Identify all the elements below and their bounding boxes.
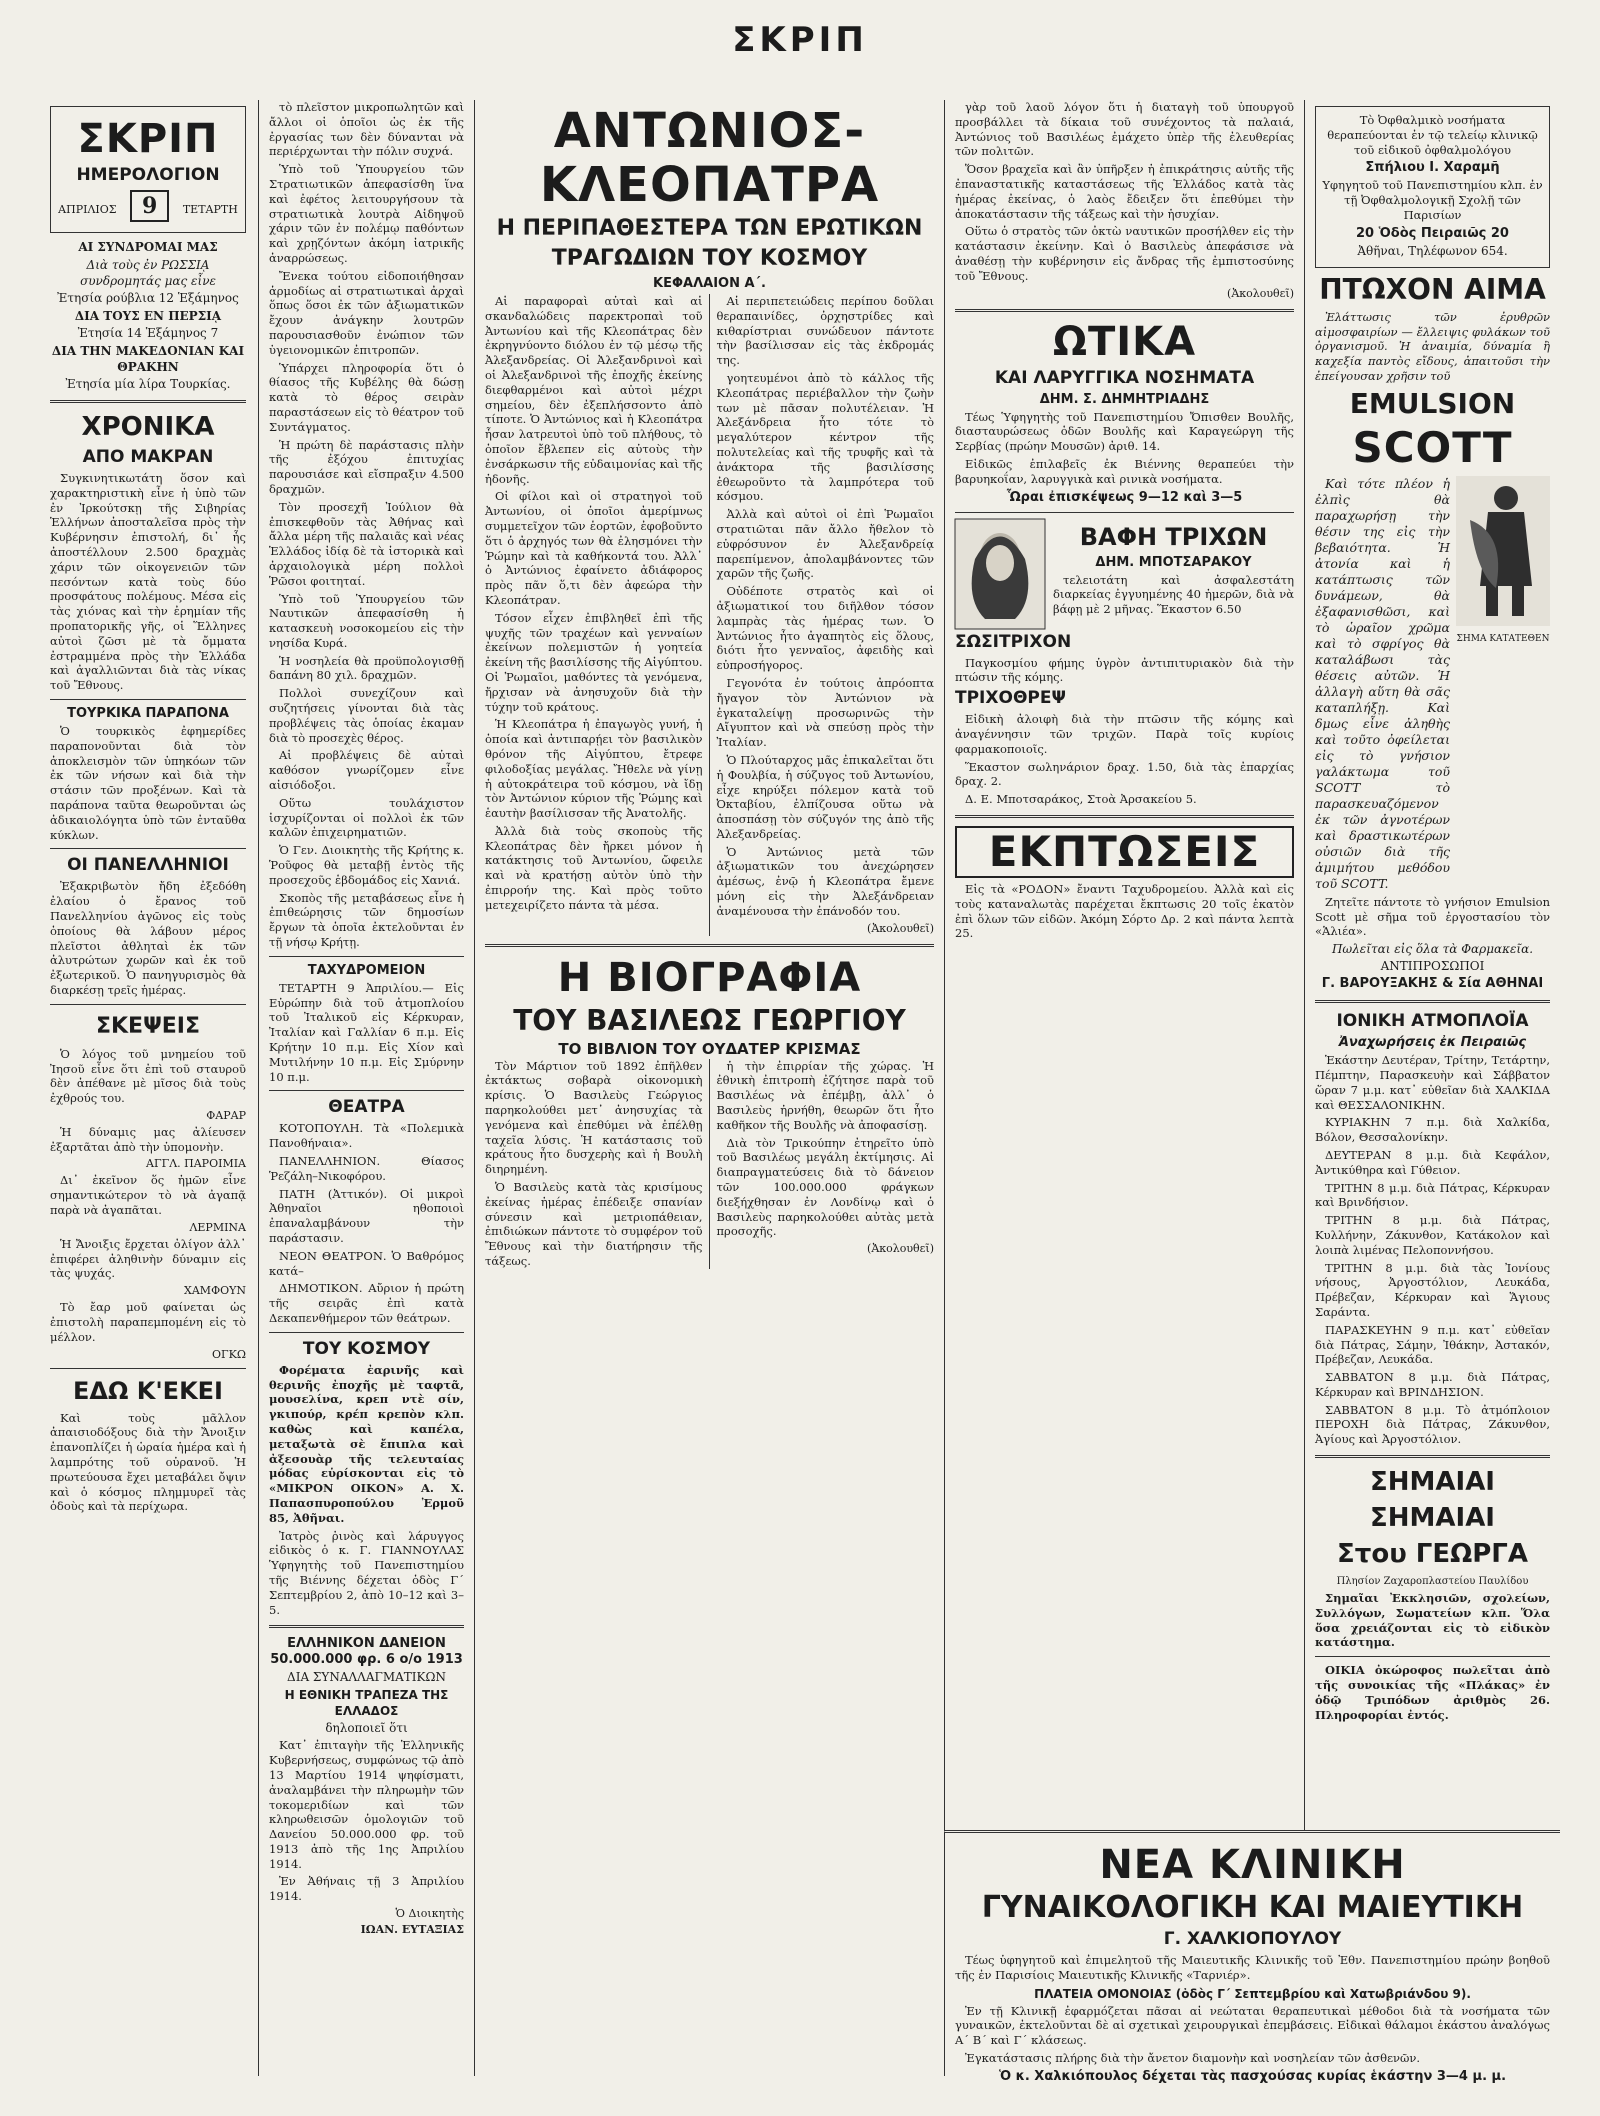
article-paragraph: γὰρ τοῦ λαοῦ λόγον ὅτι ἡ διαταγὴ τοῦ ὑπουργοῦ προσβάλλει τὰ δίκαια τοῦ συνέχοντος τὰ παλαιά, Ἀντώνιος τοῦ Βασιλέως ἐμάχετο ὑπὲρ τῆς ἐλευθερίας τῶν πολιτῶν. <box>955 100 1294 159</box>
otika-hours: Ὧραι ἐπισκέψεως 9—12 καὶ 3—5 <box>1006 489 1243 505</box>
scott-advert <box>1315 476 1550 895</box>
article-paragraph: Ὑπὸ τοῦ Ὑπουργείου τῶν Στρατιωτικῶν ἀπεφασίσθη ἵνα καὶ ἐφέτος λειτουργήσουν τὰ στρατιωτικὰ λουτρὰ Αἰδηψοῦ χάριν τῶν ἐν πολέμῳ παθόντων καὶ χρῃζόντων ἀκόμη ἰατρικῆς ἀναρρώσεως. <box>269 162 464 265</box>
advert-paragraph: Ἰατρὸς ῥινὸς καὶ λάρυγγος εἰδικὸς ὁ κ. Γ. ΓΙΑΝΝΟΥΛΑΣ Ὑφηγητὴς τοῦ Πανεπιστημίου τῆς Βιέννης δέχεται ὁδὸς Γ´ Σεπτεμβρίου 2, ἀπὸ 10–12 καὶ 3–5. <box>269 1528 464 1617</box>
advert-paragraph: Ἕκαστον σωληνάριον δραχ. 1.50, διὰ τὰς ἐπαρχίας δραχ. 2. <box>955 759 1294 789</box>
clinic-hours: Ὁ κ. Χαλκιόπουλος δέχεται τὰς πασχούσας κυρίας ἑκάστην 3—4 μ. μ. <box>998 2068 1507 2084</box>
schedule-entry: ΤΡΙΤΗΝ 8 μ.μ. διὰ Πάτρας, Κυλλήνην, Ζάκυνθον, Κατάκολον καὶ λοιπὰ λιμένας Πελοποννήσου. <box>1315 1213 1550 1257</box>
column-4 <box>944 100 1304 2076</box>
schedule-entry: ΠΑΡΑΣΚΕΥΗΝ 9 π.μ. κατ᾽ εὐθεῖαν διὰ Πάτρας, Σάμην, Ἰθάκην, Ἀστακόν, Πρέβεζαν, Λευκάδα. <box>1315 1322 1550 1367</box>
georga-location: Πλησίον Ζαχαροπλαστείου Παυλίδου <box>1336 1576 1529 1588</box>
advert-paragraph: Ἐγκατάστασις πλήρης διὰ τὴν ἄνετον διαμονὴν καὶ νοσηλείαν τῶν ἀσθενῶν. <box>965 2050 1421 2065</box>
article-paragraph: Ὅσον βραχεῖα καὶ ἂν ὑπῆρξεν ἡ ἐπικράτησις αὐτῆς τῆς ἐπαναστατικῆς καταστάσεως τῆς Ἑλλάδος κατὰ τὰς ἡμέρας ἐκείνας, ὁ λαὸς ἔδειξεν ὅτι ἐπεθύμει τὴν ἀποκατάστασιν τῆς τάξεως καὶ τὴν ἡσυχίαν. <box>955 162 1294 221</box>
quote-paragraph: Ἡ δύναμις μας ἀλίευσεν ἐξαρτᾶται ἀπὸ τὴν ὑπομονὴν. <box>50 1124 246 1154</box>
simaiai-heading-2: ΣΗΜΑΙΑΙ <box>1370 1503 1495 1534</box>
article-paragraph: Ἀλλὰ καὶ αὐτοὶ οἱ ἐπὶ Ῥωμαῖοι στρατιῶται πᾶν ἄλλο ἤθελον τὸ εὐφρόσυνον ἐν Ἀλεξανδρείᾳ παρεπίμενον, ἀπολαμβάνοντες τῶν χαρῶν τῆς ζωῆς. <box>716 507 934 581</box>
subscriptions-russia-price: Ἐτησία ρούβλια 12 Ἑξάμηνος <box>57 291 239 305</box>
advert-paragraph: Τὸ Ὀφθαλμικὸ νοσήματα θεραπεύονται ἐν τῷ τελείῳ κλινικῷ τοῦ εἰδικοῦ ὀφθαλμολόγου <box>1327 113 1538 157</box>
article-paragraph: Ἡ Κλεοπάτρα ἡ ἐπαγωγὸς γυνή, ἡ ὁποία καὶ ἀντιπαρῄει τὸν βασιλικὸν θρόνον τῆς Αἰγύπτου, ἔτρεφε φιλοδοξίας μεγάλας. Ἤθελε νὰ γίνῃ ἡ αὐτοκράτειρα τοῦ κόσμου, νὰ ἴδῃ τὸν Ἀντώνιον κύριον τῆς Ῥώμης καὶ ἑαυτὴν βασίλισσαν τῆς Ἀνατολῆς. <box>485 717 703 821</box>
section-heading-theatra: ΘΕΑΤΡΑ <box>328 1097 405 1118</box>
advert-paragraph: Δ. Ε. Μποτσαράκος, Στοὰ Ἀρσακείου 5. <box>965 792 1197 807</box>
calendar-logo: ΣΚΡΙΠ <box>77 116 219 162</box>
schedule-entry: ΚΥΡΙΑΚΗΝ 7 π.μ. διὰ Χαλκίδα, Βόλον, Θεσσαλονίκην. <box>1315 1115 1550 1145</box>
article-paragraph: Τὸν προσεχῆ Ἰούλιον θὰ ἐπισκεφθοῦν τὰς Ἀθήνας καὶ ἄλλα μέρη τῆς παλαιᾶς καὶ νέας Ἑλλάδος ἰδίᾳ δὲ τὰ ἱστορικὰ καὶ ἀρχαιολογικὰ μέρη πολλοὶ Ῥῶσοι φοιτηταί. <box>269 499 464 588</box>
bank-signature-title: Ὁ Διοικητὴς <box>395 1907 464 1921</box>
ioniki-subheading: Ἀναχωρήσεις ἐκ Πειραιῶς <box>1338 1035 1527 1051</box>
quote-author: ΧΑΜΦΟΥΝ <box>184 1284 246 1298</box>
calendar-day: 9 <box>130 190 169 222</box>
ekptoseis-heading: ΕΚΠΤΩΣΕΙΣ <box>955 826 1294 878</box>
subscriptions-heading: ΑΙ ΣΥΝΔΡΟΜΑΙ ΜΑΣ <box>78 240 218 254</box>
advert-paragraph: ΟΙΚΙΑ ὀκώροφος πωλεῖται ἀπὸ τῆς συνοικίας τῆς «Πλάκας» ἐν ὁδῷ Τριπόδων ἀριθμὸς 26. Πληροφορίαι ἐντός. <box>1315 1663 1550 1722</box>
article-paragraph: Ἀλλὰ διὰ τοὺς σκοποὺς τῆς Κλεοπάτρας δὲν ἤρκει μόνον ἡ κατάκτησις τοῦ Ἀντωνίου, ὤφειλε καὶ νὰ κρατήσῃ αὐτὸν ὑπὸ τὴν ἐπιρροήν της. Καὶ πρὸς τοῦτο μετεχειρίζετο πάντα τὰ μέσα. <box>485 823 703 912</box>
feature-title: ΑΝΤΩΝΙΟΣ-ΚΛΕΟΠΑΤΡΑ <box>539 103 880 213</box>
section-heading-edokekei: ΕΔΩ Κ'ΕΚΕΙ <box>73 1376 223 1405</box>
clinic-address: ΠΛΑΤΕΙΑ ΟΜΟΝΟΙΑΣ (ὁδὸς Γ΄ Σεπτεμβρίου καὶ Χατωβριάνδου 9). <box>1034 1986 1471 2001</box>
clinic-heading: ΝΕΑ ΚΛΙΝΙΚΗ <box>1099 1842 1406 1888</box>
subscriptions-macedonia: ΔΙΑ ΤΗΝ ΜΑΚΕΔΟΝΙΑΝ ΚΑΙ ΘΡΑΚΗΝ <box>51 344 245 374</box>
advert-paragraph: Ἐλάττωσις τῶν ἐρυθρῶν αἱμοσφαιρίων — ἔλλειψις φυλάκων τοῦ ὀργανισμοῦ. Ἡ ἀναιμία, δύναμία ἢ καχεξία παντὸς εἴδους, ἀπαιτοῦσι τὴν ἐπείγουσαν χρῆσιν τοῦ <box>1315 309 1550 383</box>
article-paragraph: Ὁ Πλούταρχος μᾶς ἐπικαλεῖται ὅτι ἡ Φουλβία, ἡ σύζυγος τοῦ Ἀντωνίου, εἶχε κηρύξει πόλεμον κατὰ τοῦ Ὀκταβίου, ἐλπίζουσα οὕτω νὰ ἀποσπάσῃ τὸν σύζυγόν της ἀπὸ τῆς Ἀλεξανδρείας. <box>716 752 934 841</box>
eye-clinic-phone: Ἀθῆναι, Τηλέφωνον 654. <box>1357 243 1508 258</box>
article-paragraph: Ὁ Ἀντώνιος μετὰ τῶν ἀξιωματικῶν του ἀνεχώρησεν ἀμέσως, ἐνῷ ἡ Κλεοπάτρα ἔμενε μόνη εἰς τὴν Ἀλεξάνδρειαν ἀναμένουσα τὴν ἐπάνοδόν του. <box>716 844 934 918</box>
article-paragraph: Οἱ φίλοι καὶ οἱ στρατηγοὶ τοῦ Ἀντωνίου, οἱ ὁποῖοι ἀμερίμνως συμμετεῖχον τῶν ἑορτῶν, ἐφοβοῦντο ὅτι ὁ ἀρχηγός των θὰ ἐλησμόνει τὴν Ῥώμην καὶ τὰ καθήκοντά του. Ἀλλ᾽ ὁ Ἀντώνιος ἐφαίνετο ἀδιάφορος πρὸς πᾶν ὅ,τι δὲν ἀφεώρα τὴν Κλεοπάτραν. <box>485 489 703 607</box>
article-paragraph: Διὰ τὸν Τρικούπην ἐτηρεῖτο ὑπὸ τοῦ Βασιλέως μεγάλη ἐκτίμησις. Αἱ διαπραγματεύσεις διὰ τὸ δάνειον τῶν 100.000.000 φράγκων διεξήχθησαν ἐν Λονδίνῳ καὶ ὁ Βασιλεὺς παρηκολούθει αὐτὰς μετὰ προσοχῆς. <box>716 1135 934 1239</box>
article-paragraph: Αἱ περιπετειώδεις περίπου δοῦλαι θεραπαινίδες, ὀρχηστρίδες καὶ κιθαρίστριαι συνώδευον πάντοτε τὴν βασίλισσαν εἰς τὰς ἐκδρομάς της. <box>716 294 934 368</box>
quote-paragraph: Δι᾽ ἐκεῖνον ὅς ἡμῶν εἶνε σημαντικώτερον τὸ νὰ ἀγαπᾷ παρὰ νὰ ἀγαπᾶται. <box>50 1173 246 1218</box>
quote-author: ΟΓΚΩ <box>212 1347 246 1361</box>
section-subheading-apomakran: ΑΠΟ ΜΑΚΡΑΝ <box>82 447 214 467</box>
otika-heading: ΩΤΙΚΑ <box>1052 318 1197 365</box>
advert-paragraph: Ζητεῖτε πάντοτε τὸ γνήσιον Emulsion Scott μὲ σῆμα τοῦ ἐργοστασίου τὸν «Ἁλιέα». <box>1315 894 1550 939</box>
woman-portrait-illustration <box>955 519 1045 629</box>
subscriptions-macedonia-price: Ἐτησία μία λίρα Τουρκίας. <box>65 377 231 391</box>
article-paragraph: Ἡ πρώτη δὲ παράστασις πλὴν τῆς ἐξόχου ἐπιτυχίας παρουσιάσε καὶ εἴσπραξιν 4.500 δραχμῶν. <box>269 437 464 496</box>
advert-paragraph: Καὶ τότε πλέον ἡ ἐλπὶς θὰ παραχωρήσῃ τὴν θέσιν της εἰς τὴν βεβαιότητα. Ἡ ἀτονία καὶ ἡ κατάπτωσις τῶν δυνάμεων, θὰ ἐξαφανισθῶσι, καὶ τὸ ὡραῖον χρῶμα καὶ τὸ σφρίγος θὰ καταλάβωσι τὰς θέσεις αὐτῶν. Ἡ ἀλλαγὴ αὕτη θὰ σᾶς καταπλήξῃ. Καὶ δμως εἶνε ἀληθὴς καὶ τοῦτο ὀφείλεται εἰς τὸ γνήσιον γαλάκτωμα τοῦ SCOTT τὸ παρασκευαζόμενον ἐκ τῶν ἀγνοτέρων καὶ δραστικωτέρων οὐσιῶν διὰ τῆς ἀμιμήτου μεθόδου τοῦ SCOTT. <box>1315 475 1450 891</box>
article-paragraph: Πολλοὶ συνεχίζουν καὶ συζητήσεις γίνονται διὰ τὰς προβλέψεις τὰς ὁποίας ἐκαμαν διὰ τὸ προσεχὲς θέρος. <box>269 686 464 745</box>
continued-note: (Ἀκολουθεῖ) <box>867 1242 934 1256</box>
article-paragraph: Οὕτω τουλάχιστον ἰσχυρίζονται οἱ πολλοὶ ἐκ τῶν καλῶν ἐπιχειρηματιῶν. <box>269 795 464 840</box>
advert-paragraph: τελειοτάτη καὶ ἀσφαλεστάτη διαρκείας ἐγγυημένης 40 ἡμερῶν, διὰ νὰ βάφῃ μὲ 2 μῆνας. Ἕκαστον 6.50 <box>1053 572 1294 617</box>
eye-clinic-box <box>1315 106 1550 268</box>
section-heading-xronika: ΧΡΟΝΙΚΑ <box>81 412 215 442</box>
emulsion-heading: EMULSION <box>1349 386 1516 420</box>
feature-body <box>485 294 934 936</box>
continued-note: (Ἀκολουθεῖ) <box>867 921 934 935</box>
section-heading-skepseis: ΣΚΕΨΕΙΣ <box>95 1013 201 1039</box>
schedule-entry: ΔΕΥΤΕΡΑΝ 8 μ.μ. διὰ Κεφάλον, Ἀντικύθηρα καὶ Γύθειον. <box>1315 1147 1550 1177</box>
subscriptions-russia: Διὰ τοὺς ἐν ΡΩΣΣΙᾼ συνδρομητάς μας εἶνε <box>80 258 216 288</box>
trademark-caption: ΣΗΜΑ ΚΑΤΑΤΕΘΕΝ <box>1456 633 1550 644</box>
feature-chapter: ΚΕΦΑΛΑΙΟΝ Α´. <box>653 276 766 291</box>
quote-author: ΑΓΓΛ. ΠΑΡΟΙΜΙΑ <box>146 1157 246 1171</box>
article-paragraph: Αἱ παραφοραὶ αὐταὶ καὶ αἱ σκανδαλώδεις παρεκτροπαὶ τοῦ Ἀντωνίου καὶ τῆς Κλεοπάτρας δὲν ἐκρηγνύοντο διόλου ἐν τῷ μέσῳ τῆς Ἀλεξανδρείας. Οἱ Ἀλεξανδρινοὶ καὶ οἱ Ἀλεξανδρινοὶ τῆς ἐποχῆς ἐκείνης διεφθαρμένοι καὶ αὐτοὶ μέχρι σημείου, δὲν ἐξεπλήσσοντο ἀπὸ τίποτε. Ὁ Ἀντώνιος καὶ ἡ Κλεοπάτρα ἦσαν λατρευτοὶ ὑπὸ τοῦ πλήθους, τὸ ὁποῖον ἔβλεπεν εἰς αὐτοὺς τὴν ἐνσάρκωσιν τῆς εὐδαιμονίας καὶ τῆς ἡδονῆς. <box>485 294 703 486</box>
article-paragraph: Οὐδέποτε στρατὸς καὶ οἱ ἀξιωματικοί του διῆλθον τόσον λαμπρὰς τὰς ἡμέρας των. Ὁ Ἀντώνιος ἦτο ἀγαπητὸς εἰς ὅλους, διότι ἦτο γενναῖος, ἀφειδὴς καὶ εὐπροσήγορος. <box>716 584 934 673</box>
fisherman-trademark <box>1456 476 1550 895</box>
advert-representatives: Γ. ΒΑΡΟΥΞΑΚΗΣ & Σία ΑΘΗΝΑΙ <box>1321 976 1544 992</box>
biography-title: Η ΒΙΟΓΡΑΦΙΑ <box>557 954 862 1001</box>
bank-notice: Κατ᾽ ἐπιταγὴν τῆς Ἑλληνικῆς Κυβερνήσεως, συμφώνως τῷ ἀπὸ 13 Μαρτίου 1914 ψηφίσματι, ἀναλαμβάνει τὴν πληρωμὴν τῶν τοκομεριδίων καὶ τῶν κληρωθεισῶν ὁμολογιῶν τοῦ Δανείου 50.000.000 φρ. τοῦ 1913 ἀπὸ τῆς 1ης Ἀπριλίου 1914. <box>269 1738 464 1871</box>
clinic-doctor: Γ. ΧΑΛΚΙΟΠΟΥΛΟΥ <box>1163 1929 1342 1949</box>
calendar-month: ΑΠΡΙΛΙΟΣ <box>58 203 117 216</box>
theatre-listing: ΝΕΟΝ ΘΕΑΤΡΟΝ. Ὁ Βαθρόμος κατά– <box>269 1248 464 1278</box>
eye-clinic-address: 20 Ὁδὸς Πειραιῶς 20 <box>1356 225 1509 241</box>
biography-book: ΤΟ ΒΙΒΛΙΟΝ ΤΟΥ ΟΥΔΑΤΕΡ ΚΡΙΣΜΑΣ <box>558 1039 861 1058</box>
advert-paragraph: Εἰδικῶς ἐπιλαβεῖς ἐκ Βιέννης θεραπεύει τὴν βαρυηκοΐαν, λαρυγγικὰ καὶ ρινικὰ νοσήματα. <box>955 456 1294 486</box>
quote-author: ΛΕΡΜΙΝΑ <box>189 1220 246 1234</box>
georga-heading: Στου ΓΕΩΡΓΑ <box>1336 1539 1528 1570</box>
theatre-listing: ΠΑΝΕΛΛΗΝΙΟΝ. Θίασος Ῥεζάλη–Νικοφόρου. <box>269 1154 464 1183</box>
article-paragraph: Γεγονότα ἐν τούτοις ἀπρόοπτα ἤγαγον τὸν Ἀντώνιον νὰ ἐγκαταλείψῃ προσωρινῶς τὴν Αἴγυπτον καὶ νὰ σπεύσῃ πρὸς τὴν Ἰταλίαν. <box>716 675 934 750</box>
article-paragraph: Καὶ τοὺς μᾶλλον ἀπαισιοδόξους διὰ τὴν Ἄνοιξιν ἐπανοπλίζει ἡ ὡραία ἡμέρα καὶ ἡ λαμπρότης τοῦ οὐρανοῦ. Ἡ πρωτεύουσα ἔχει μεταβάλει ὄψιν καὶ ὁ κόσμος πλημμυρεῖ τὰς ὁδοὺς καὶ τὰ περίχωρα. <box>50 1410 246 1514</box>
biography-body <box>485 1059 934 1269</box>
advert-paragraph: Παγκοσμίου φήμης ὑγρὸν ἀντιπιτυριακὸν διὰ τὴν πτώσιν τῆς κόμης. <box>955 655 1294 685</box>
theatre-listing: ΔΗΜΟΤΙΚΟΝ. Αὔριον ἡ πρώτη τῆς σειρᾶς ἐπὶ κατὰ Δεκαπενθήμερον τῶν θεάτρων. <box>269 1281 464 1325</box>
continued-note: (Ἀκολουθεῖ) <box>1227 286 1294 300</box>
schedule-entry: Ἑκάστην Δευτέραν, Τρίτην, Τετάρτην, Πέμπτην, Παρασκευὴν καὶ Σάββατον ὥραν 7 μ.μ. κατ᾽ εὐθεῖαν διὰ ΧΑΛΚΙΔΑ καὶ ΘΕΣΣΑΛΟΝΙΚΗΝ. <box>1315 1053 1550 1112</box>
vafi-text <box>1053 519 1294 620</box>
biography-subtitle: ΤΟΥ ΒΑΣΙΛΕΩΣ ΓΕΩΡΓΙΟΥ <box>513 1003 906 1037</box>
schedule-entry: ΤΡΙΤΗΝ 8 μ.μ. διὰ τὰς Ἰονίους νήσους, Ἀργοστόλιον, Λευκάδα, Πρέβεζαν, Κέρκυραν καὶ Ἅγιους Σαράντα. <box>1315 1260 1550 1319</box>
loan-heading: ΕΛΛΗΝΙΚΟΝ ΔΑΝΕΙΟΝ 50.000.000 φρ. 6 ο/ο 1913 <box>270 1636 463 1668</box>
advert-paragraph: Τέως Ὑφηγητὴς τοῦ Πανεπιστημίου Ὄπισθεν Βουλῆς, διασταυρώσεως ὁδῶν Βουλῆς καὶ Καραγεώργη τῆς Σερβίας (πρώην Μουσῶν) ἀριθ. 14. <box>955 409 1294 454</box>
calendar-date-row <box>57 190 239 222</box>
article-paragraph: Ἔνεκα τούτου εἰδοποιήθησαν ἁρμοδίως αἱ στρατιωτικαὶ ἀρχαὶ ὅπως ὅσοι ἐκ τῶν ἀξιωματικῶν ἔχουν ἀνάγκην λουτρῶν παρουσιασθοῦν ἐνώπιον τῶν ὑγειονομικῶν ἐπιτροπῶν. <box>269 268 464 357</box>
feature-subtitle-1: Η ΠΕΡΙΠΑΘΕΣΤΕΡΑ ΤΩΝ ΕΡΩΤΙΚΩΝ <box>496 216 923 241</box>
column-5 <box>1304 100 1560 2076</box>
advert-paragraph: Φορέματα ἐαρινῆς καὶ θερινῆς ἐποχῆς μὲ ταφτᾶ, μουσελίνα, κρεπ ντὲ σίν, γκιπούρ, κρέπ κρεπὸν κλπ. καθὼς καὶ καπέλα, μεταξωτὰ σὲ ἔπιπλα καὶ ἀξεσουὰρ τῆς τελευταίας μόδας εὑρίσκονται εἰς τὸ «ΜΙΚΡΟΝ ΟΙΚΟΝ» Α. Χ. Παπασπυροπούλου Ἐρμοῦ 85, Ἀθῆναι. <box>269 1362 464 1525</box>
article-paragraph: Οὕτω ὁ στρατὸς τῶν ὀκτὼ ναυτικῶν προσήλθεν εἰς τὴν κατάστασιν ἐκείνην. Καὶ ὁ Βασιλεὺς ἀπεφάσισε νὰ ἀναθέσῃ τὴν κυβέρνησιν εἰς ἄνδρας τῆς ἐμπιστοσύνης τοῦ Ἔθνους. <box>955 224 1294 283</box>
advert-paragraph: Εἰς τὰ «ΡΟΔΟΝ» ἔναντι Ταχυδρομείου. Ἀλλὰ καὶ εἰς τοὺς καταναλωτὰς παρέχεται ἔκπτωσις 20 τοῖς ἑκατὸν ἐπὶ ὅλων τῶν εἰδῶν. Ἀκόμη Σόρτο Δρ. 2 καὶ πάντα λεπτὰ 25. <box>955 881 1294 941</box>
advert-paragraph: Εἰδικὴ ἀλοιφὴ διὰ τὴν πτῶσιν τῆς κόμης καὶ ἀναγέννησιν τῶν τριχῶν. Παρὰ τοῖς κυρίοις φαρμακοποιοῖς. <box>955 712 1294 756</box>
column-3 <box>474 100 944 2076</box>
eye-doctor-name: Σπήλιου Ι. Χαραμῆ <box>1365 160 1500 176</box>
bank-subheading: δηλοποιεῖ ὅτι <box>325 1721 408 1736</box>
section-heading-tou-kosmou: ΤΟΥ ΚΟΣΜΟΥ <box>302 1338 431 1359</box>
feature-subtitle-2: ΤΡΑΓΩΔΙΩΝ ΤΟΥ ΚΟΣΜΟΥ <box>551 246 868 271</box>
quote-paragraph: Ὁ λόγος τοῦ μνημείου τοῦ Ἰησοῦ εἶνε ὅτι ἐπὶ τοῦ σταυροῦ δὲν ἀπέθανε μὲ μῖσος διὰ τοὺς ἐχθρούς του. <box>50 1046 246 1106</box>
loan-subheading: ΔΙΑ ΣΥΝΑΛΛΑΓΜΑΤΙΚΩΝ <box>287 1670 446 1685</box>
article-paragraph: Ἐξακριβωτὸν ἤδη ἐξεδόθη ἐλαίου ὁ ἔρανος τοῦ Πανελληνίου ἀγῶνος εἰς τοὺς ὁποίους θὰ λάβουν μέρος πλεῖστοι ἀθληταὶ ἐκ τῶν ἀλυτρώτων χωρῶν καὶ ἐκ τοῦ ἐξωτερικοῦ. Ὁ πανηγυρισμὸς θὰ διαρκέσῃ τρεῖς ἡμέρας. <box>50 879 246 997</box>
article-paragraph: Σκοπὸς τῆς μεταβάσεως εἶνε ἡ ἐπιθεώρησις τῶν δημοσίων ἔργων τὰ ὁποῖα ἐκτελοῦνται ἐν τῇ νήσῳ Κρήτῃ. <box>269 890 464 950</box>
sositrichon-heading: ΣΩΣΙΤΡΙΧΟΝ <box>955 631 1072 652</box>
vafi-advert <box>955 519 1294 629</box>
column-1 <box>40 100 256 2076</box>
article-paragraph: Τὸν Μάρτιον τοῦ 1892 ἐπῆλθεν ἐκτάκτως σοβαρὰ οἰκονομικὴ κρίσις. Ὁ Βασιλεὺς Γεώργιος παρηκολούθει μετ᾽ ἀνησυχίας τὰ γενόμενα καὶ ἐπεθύμει νὰ ἐπέλθῃ ταχεῖα λύσις. Ἡ κατάστασις τοῦ κράτους ἦτο δυσχερὴς καὶ ἡ Βουλὴ διηρημένη. <box>485 1058 703 1177</box>
quote-author: ΦΑΡΑΡ <box>206 1108 246 1122</box>
bank-signature-name: ΙΩΑΝ. ΕΥΤΑΞΙΑΣ <box>360 1923 464 1937</box>
subscriptions-persia: ΔΙΑ ΤΟΥΣ ΕΝ ΠΕΡΣΙᾼ <box>74 309 222 323</box>
vafi-name: ΔΗΜ. ΜΠΟΤΣΑΡΑΚΟΥ <box>1095 554 1252 570</box>
article-paragraph: Ὑπὸ τοῦ Ὑπουργείου τῶν Ναυτικῶν ἀπεφασίσθη ἡ κατασκευὴ νοσοκομείου εἰς τὴν νησίδα Κυρά. <box>269 591 464 650</box>
article-paragraph: Ὁ τουρκικὸς ἐφημερίδες παραπονοῦνται διὰ τὸν ἀποκλεισμὸν τῶν ὑπηκόων τῶν ἐκ τῶν νήσων καὶ διὰ τὴν στάσιν τῶν προξένων. Καὶ τὰ παράπονα ταῦτα θεωροῦνται ὡς ἀδικαιολόγητα ὑπὸ τῶν ἐνταῦθα κύκλων. <box>50 723 246 842</box>
section-heading-taxydromeion: ΤΑΧΥΔΡΟΜΕΙΟΝ <box>307 962 426 978</box>
subscriptions-persia-price: Ἐτησία 14 Ἑξάμηνος 7 <box>77 326 219 340</box>
page-masthead: ΣΚΡΙΠ <box>732 20 868 60</box>
article-paragraph: ἡ τὴν ἐπιρρίαν τῆς χώρας. Ἡ ἐθνικὴ ἐπιτροπὴ ἐζήτησε παρὰ τοῦ Βασιλέως νὰ ἐπέμβῃ, ἀλλ᾽ ὁ Βασιλεὺς ἠρνήθη, θεωρῶν ὅτι ἦτο καθῆκον τῆς Βουλῆς νὰ ἀποφασίσῃ. <box>716 1058 934 1132</box>
ioniki-heading: ΙΟΝΙΚΗ ΑΤΜΟΠΛΟΪΑ <box>1336 1011 1529 1032</box>
schedule-entry: ΣΑΒΒΑΤΟΝ 8 μ.μ. διὰ Πάτρας, Κέρκυραν καὶ ΒΡΙΝΔΗΣΙΟΝ. <box>1315 1370 1550 1399</box>
bank-notice-date: Ἐν Ἀθήναις τῇ 3 Ἀπριλίου 1914. <box>269 1874 464 1904</box>
advert-paragraph: Τέως ὑφηγητοῦ καὶ ἐπιμελητοῦ τῆς Μαιευτικῆς Κλινικῆς τοῦ Ἐθν. Πανεπιστημίου πρώην βοηθοῦ τῆς ἐν Παρισίοις Μαιευτικῆς Κλινικῆς «Ταρνιέρ». <box>955 1953 1550 1982</box>
otika-subheading: ΚΑΙ ΛΑΡΥΓΓΙΚΑ ΝΟΣΗΜΑΤΑ <box>994 367 1255 388</box>
quote-paragraph: Ἡ Ἄνοιξις ἔρχεται ὀλίγον ἀλλ᾽ ἐπιφέρει ἀληθινὴν δύναμιν εἰς τὰς ψυχάς. <box>50 1236 246 1281</box>
article-paragraph: Ὁ Βασιλεὺς κατὰ τὰς κρισίμους ἐκείνας ἡμέρας ἐπέδειξε σπανίαν σύνεσιν καὶ μετριοπάθειαν, ἐπιδιώκων πάντοτε τὸ συμφέρον τοῦ Ἔθνους καὶ τὴν διατήρησιν τῆς τάξεως. <box>485 1180 703 1269</box>
article-paragraph: Ὑπάρχει πληροφορία ὅτι ὁ θίασος τῆς Κυβέλης θὰ δώσῃ κατὰ τὸ θέρος σειρὰν παραστάσεων εἰς τὸ θέατρον τοῦ Συντάγματος. <box>269 360 464 434</box>
trichothrep-heading: ΤΡΙΧΟΘΡΕΨ <box>955 688 1066 709</box>
calendar-subtitle: ΗΜΕΡΟΛΟΓΙΟΝ <box>76 165 220 185</box>
column-2 <box>258 100 474 2076</box>
article-paragraph: γοητευμένοι ἀπὸ τὸ κάλλος τῆς Κλεοπάτρας περιέβαλλον τὴν ζωὴν των μὲ πᾶσαν πολυτέλειαν. Ἡ Ἀλεξάνδρεια ἦτο τότε τὸ μεγαλύτερον κέντρον τῆς πολυτελείας καὶ τῆς τρυφῆς καὶ τὰ ἀνάκτορα τῆς βασιλίσσης ἐθεωροῦντο τὰ λαμπρότερα τοῦ κόσμου. <box>716 370 934 504</box>
article-paragraph: Ὁ Γεν. Διοικητὴς τῆς Κρήτης κ. Ῥοῦφος θὰ μεταβῇ ἐντὸς τῆς προσεχοῦς ἑβδομάδος εἰς Χανιά. <box>269 843 464 887</box>
quote-paragraph: Τὸ ἔαρ μοῦ φαίνεται ὡς ἐπιστολὴ παραπεμπομένη εἰς τὸ μέλλον. <box>50 1300 246 1344</box>
calendar-weekday: ΤΕΤΑΡΤΗ <box>182 203 238 216</box>
section-heading-panellinioi: ΟΙ ΠΑΝΕΛΛΗΝΙΟΙ <box>67 855 229 876</box>
schedule-entry: ΤΡΙΤΗΝ 8 μ.μ. διὰ Πάτρας, Κέρκυραν καὶ Βρινδήσιον. <box>1315 1180 1550 1210</box>
theatre-listing: ΚΟΤΟΠΟΥΛΗ. Τὰ «Πολεμικὰ Πανοθήναια». <box>269 1121 464 1151</box>
simaiai-heading: ΣΗΜΑΙΑΙ <box>1370 1467 1495 1498</box>
article-paragraph: Αἱ προβλέψεις δὲ αὐταὶ καθόσον γνωρίζομεν εἶνε αἰσιόδοξοι. <box>269 748 464 793</box>
ptoxon-aima-heading: ΠΤΩΧΟΝ ΑΙΜΑ <box>1319 272 1546 306</box>
article-paragraph: ΤΕΤΑΡΤΗ 9 Ἀπριλίου.— Εἰς Εὐρώπην διὰ τοῦ ἀτμοπλοίου τοῦ Ἰταλικοῦ εἰς Κέρκυραν, Ἰταλίαν καὶ Γαλλίαν 6 π.μ. Εἰς Κρήτην 10 π.μ. Εἰς Χίον καὶ Μυτιλήνην 10 π.μ. Εἰς Σμύρνην 10 π.μ. <box>269 980 464 1084</box>
section-heading-tourkika: ΤΟΥΡΚΙΚΑ ΠΑΡΑΠΟΝΑ <box>67 705 229 721</box>
advert-paragraph: Σημαῖαι Ἐκκλησιῶν, σχολείων, Συλλόγων, Σωματείων κλπ. Ὅλα ὅσα χρειάζονται εἰς τὸ εἰδικὸν κατάστημα. <box>1315 1591 1550 1650</box>
article-paragraph: τὸ πλεῖστον μικροπωλητῶν καὶ ἄλλοι οἱ ὁποῖοι ὡς ἐκ τῆς ἐργασίας των δὲν δύνανται νὰ περιέρχωνται τὴν πόλιν συχνά. <box>269 100 464 159</box>
calendar-box <box>50 106 246 233</box>
scott-heading: SCOTT <box>1352 422 1513 472</box>
schedule-entry: ΣΑΒΒΑΤΟΝ 8 μ.μ. Τὸ ἀτμόπλοιον ΠΕΡΟΧΗ διὰ Πάτρας, Ζάκυνθον, Ἀγίους καὶ Ἀργοστόλιον. <box>1315 1402 1550 1447</box>
vafi-heading: ΒΑΦΗ ΤΡΙΧΩΝ <box>1079 522 1268 551</box>
bank-heading: Η ΕΘΝΙΚΗ ΤΡΑΠΕΖΑ ΤΗΣ ΕΛΛΑΔΟΣ <box>284 1688 449 1719</box>
theatre-listing: ΠΑΤΗ (Ἀττικόν). Οἱ μικροὶ Ἀθηναῖοι ηθοποιοὶ ἐπαναλαμβάνουν τὴν παράστασιν. <box>269 1186 464 1245</box>
otika-doctor: ΔΗΜ. Σ. ΔΗΜΗΤΡΙΑΔΗΣ <box>1039 391 1210 407</box>
advert-paragraph: Ἐν τῇ Κλινικῇ ἐφαρμόζεται πᾶσαι αἱ νεώταται θεραπευτικαὶ μέθοδοι διὰ τὰ νοσήματα τῶν γυναικῶν, ἐκτελοῦνται δὲ αἱ σχετικαὶ χειρουργικαὶ ἐπεμβάσεις. Εἰδικαὶ θάλαμοι ἑκάστου ἀναλόγως Α΄ Β΄ καὶ Γ΄ κλάσεως. <box>955 2003 1550 2048</box>
article-paragraph: Τόσον εἶχεν ἐπιβληθεῖ ἐπὶ τῆς ψυχῆς τῶν τραχέων καὶ γενναίων ἐκείνων πολεμιστῶν ἡ γοητεία ἐκείνη τῆς βασιλίσσης τῆς Αἰγύπτου. Οἱ Ῥωμαῖοι, μαθόντες τὰ γενόμενα, ἤρχισαν νὰ ἀνησυχοῦν διὰ τὴν τύχην τοῦ κράτους. <box>485 610 703 714</box>
clinic-subheading: ΓΥΝΑΙΚΟΛΟΓΙΚΗ ΚΑΙ ΜΑΙΕΥΤΙΚΗ <box>981 1890 1524 1925</box>
advert-paragraph: Υφηγητοῦ τοῦ Πανεπιστημίου κλπ. ἐν τῇ Ὀφθαλμολογικῇ Σχολῇ τῶν Παρισίων <box>1322 178 1543 222</box>
article-paragraph: Συγκινητικωτάτη ὅσον καὶ χαρακτηριστικὴ εἶνε ἡ ὑπὸ τῶν ἐν Ἰρκούτσκῃ τῆς Σιβηρίας Ἑλλήνων ἀποσταλεῖσα πρὸς τὴν Κυβέρνησιν ἐπιστολή, δι᾽ ἧς ἀποστέλλουν 2.500 δραχμὰς χάριν τῶν οἰκογενειῶν τῶν πεσόντων κατὰ τοὺς δύο προσφάτους πολέμους. Μέσα εἰς τὰς χιόνας καὶ τὴν ἐρημίαν τῆς προπατορικῆς γῆς, οἱ Ἕλληνες αὐτοὶ ζῶσι μὲ τὰ ὄμματα ἐστραμμένα πρὸς τὴν Ἑλλάδα καὶ ἀγαλλιῶνται διὰ τὰς νίκας τοῦ Ἔθνους. <box>50 471 246 693</box>
advert-pharmacies: Πωλεῖται εἰς ὅλα τὰ Φαρμακεῖα. <box>1331 942 1534 957</box>
advert-representatives-label: ΑΝΤΙΠΡΟΣΩΠΟΙ <box>1380 959 1485 974</box>
clinic-advert <box>944 1830 1560 2084</box>
article-paragraph: Ἡ νοσηλεία θὰ προϋπολογισθῇ δαπάνη 80 χιλ. δραχμῶν. <box>269 653 464 683</box>
fisherman-icon <box>1456 476 1550 626</box>
